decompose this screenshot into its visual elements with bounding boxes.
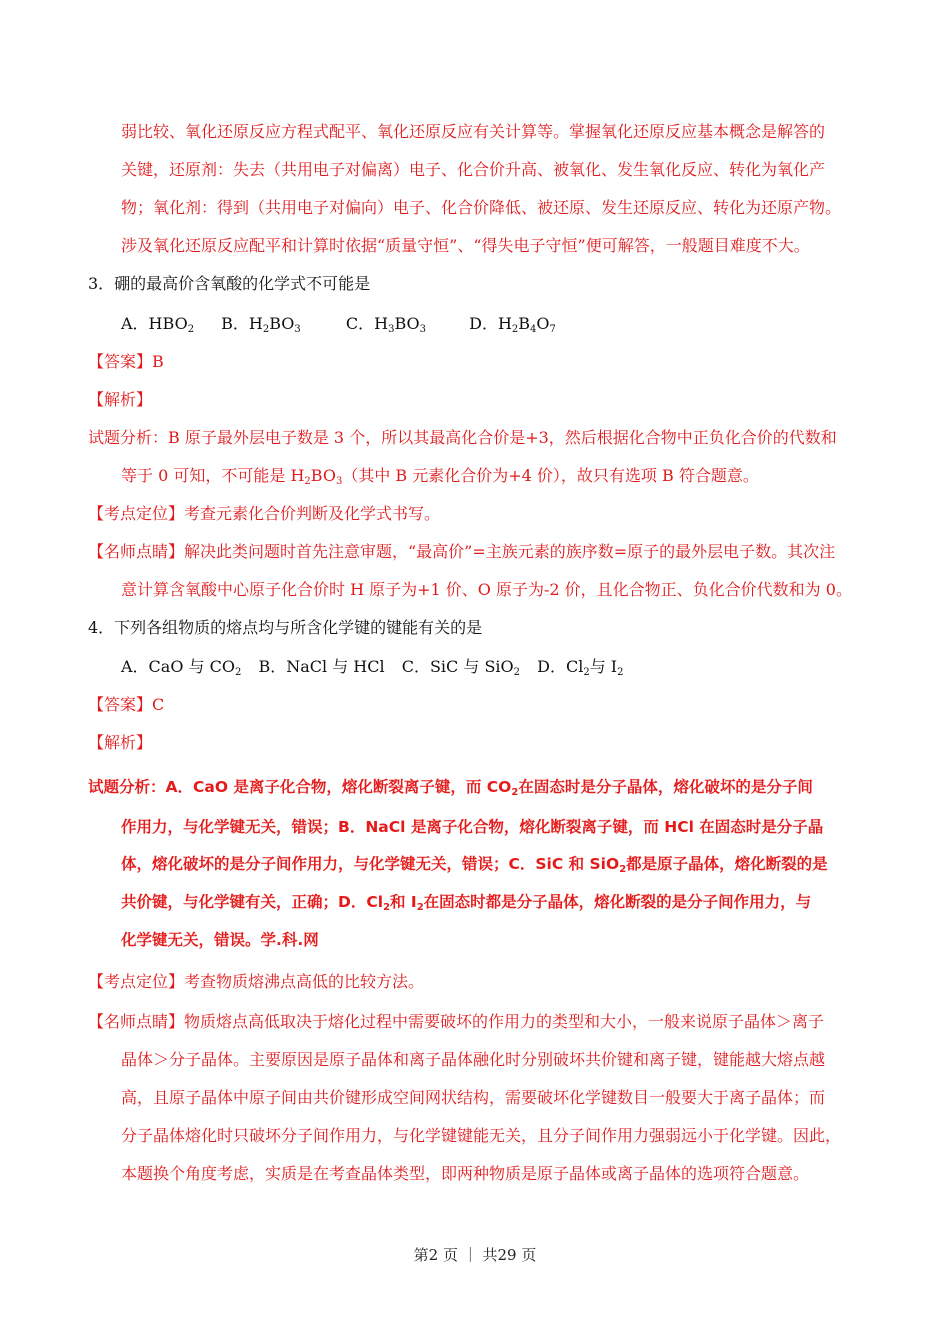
option-d: D．$Cl_2$与 $I_2$: [537, 657, 624, 678]
question-4-options: [121, 656, 624, 678]
question-4-analysis-title: 【解析】: [88, 733, 153, 752]
question-3-analysis-line: 试题分析：B 原子最外层电子数是 3 个，所以其最高化合价是+3，然后根据化合物中正负化合价的代数和: [88, 428, 837, 447]
question-4-analysis-line: 体，熔化破坏的是分子间作用力，与化学键无关，错误；C．SiC 和 SiO$_2$都是原子晶体，熔化断裂的是: [121, 855, 828, 875]
option-a: A．CaO 与 $CO_2$: [121, 657, 242, 678]
question-3-stem: 3．硼的最高价含氧酸的化学式不可能是: [88, 274, 371, 293]
paragraph-line: 弱比较、氧化还原反应方程式配平、氧化还原反应有关计算等。掌握氧化还原反应基本概念是解答的: [121, 122, 826, 141]
question-3-dianjing-line: 意计算含氧酸中心原子化合价时 H 原子为+1 价、O 原子为-2 价，且化合物正、负化合价代数和为 0。: [121, 580, 852, 599]
option-d: D．$H_2B_4O_7$: [469, 314, 556, 335]
question-4-analysis-line: 作用力，与化学键无关，错误；B．NaCl 是离子化合物，熔化断裂离子键，而 HCl 在固态时是分子晶: [121, 818, 824, 836]
paragraph-line: 关键，还原剂：失去（共用电子对偏离）电子、化合价升高、被氧化、发生氧化反应、转化为氧化产: [121, 160, 826, 179]
question-3-answer: 【答案】B: [88, 352, 164, 371]
question-3-dianjing-line: 【名师点睛】解决此类问题时首先注意审题，“最高价”=主族元素的族序数=原子的最外层电子数。其次注: [88, 542, 836, 561]
question-3-analysis-line: 等于 0 可知，不可能是 $H_2BO_3$（其中 B 元素化合价为+4 价），故只有选项 B 符合题意。: [121, 466, 759, 487]
question-3-analysis-title: 【解析】: [88, 390, 153, 409]
question-4-kaodian: 【考点定位】考查物质熔沸点高低的比较方法。: [88, 972, 425, 991]
question-4-analysis-line: 化学键无关，错误。学.科.网: [121, 931, 319, 949]
question-4-answer: 【答案】C: [88, 695, 165, 714]
page-footer: 第2 页 ｜ 共29 页: [413, 1246, 537, 1264]
option-c: C．$H_3BO_3$: [345, 314, 427, 335]
option-c: C．SiC 与 SiO$_2$: [401, 657, 521, 678]
option-b: B．$H_2BO_3$: [221, 314, 301, 335]
paragraph-line: 物；氧化剂：得到（共用电子对偏向）电子、化合价降低、被还原、发生还原反应、转化为还原产物。: [121, 198, 842, 217]
question-4-dianjing-line: 分子晶体熔化时只破坏分子间作用力，与化学键键能无关，且分子间作用力强弱远小于化学键。因此，: [121, 1126, 842, 1145]
question-4-dianjing-line: 晶体＞分子晶体。主要原因是原子晶体和离子晶体融化时分别破坏共价键和离子键，键能越大熔点越: [121, 1050, 826, 1069]
question-4-dianjing-line: 本题换个角度考虑，实质是在考查晶体类型，即两种物质是原子晶体或离子晶体的选项符合题意。: [121, 1164, 810, 1183]
question-4-stem: 4．下列各组物质的熔点均与所含化学键的键能有关的是: [88, 618, 483, 637]
option-b: B．NaCl 与 HCl: [258, 657, 385, 676]
question-4-dianjing-line: 【名师点睛】物质熔点高低取决于熔化过程中需要破坏的作用力的类型和大小，一般来说原子晶体＞离子: [88, 1012, 825, 1031]
question-4-analysis-line: 试题分析：A．CaO 是离子化合物，熔化断裂离子键，而 $CO_2$在固态时是分子晶体，熔化破坏的是分子间: [88, 778, 813, 798]
question-3-options: [121, 313, 556, 335]
question-4-dianjing-line: 高，且原子晶体中原子间由共价键形成空间网状结构，需要破坏化学键数目一般要大于离子晶体；而: [121, 1088, 826, 1107]
option-a: A．$HBO_2$: [121, 314, 195, 335]
question-4-analysis-line: 共价键，与化学键有关，正确；D．$Cl_2$和 $I_2$在固态时都是分子晶体，熔化断裂的是分子间作用力，与: [121, 893, 812, 913]
question-3-kaodian: 【考点定位】考查元素化合价判断及化学式书写。: [88, 504, 441, 523]
paragraph-line: 涉及氧化还原反应配平和计算时依据“质量守恒”、“得失电子守恒”便可解答，一般题目难度不大。: [121, 236, 810, 255]
